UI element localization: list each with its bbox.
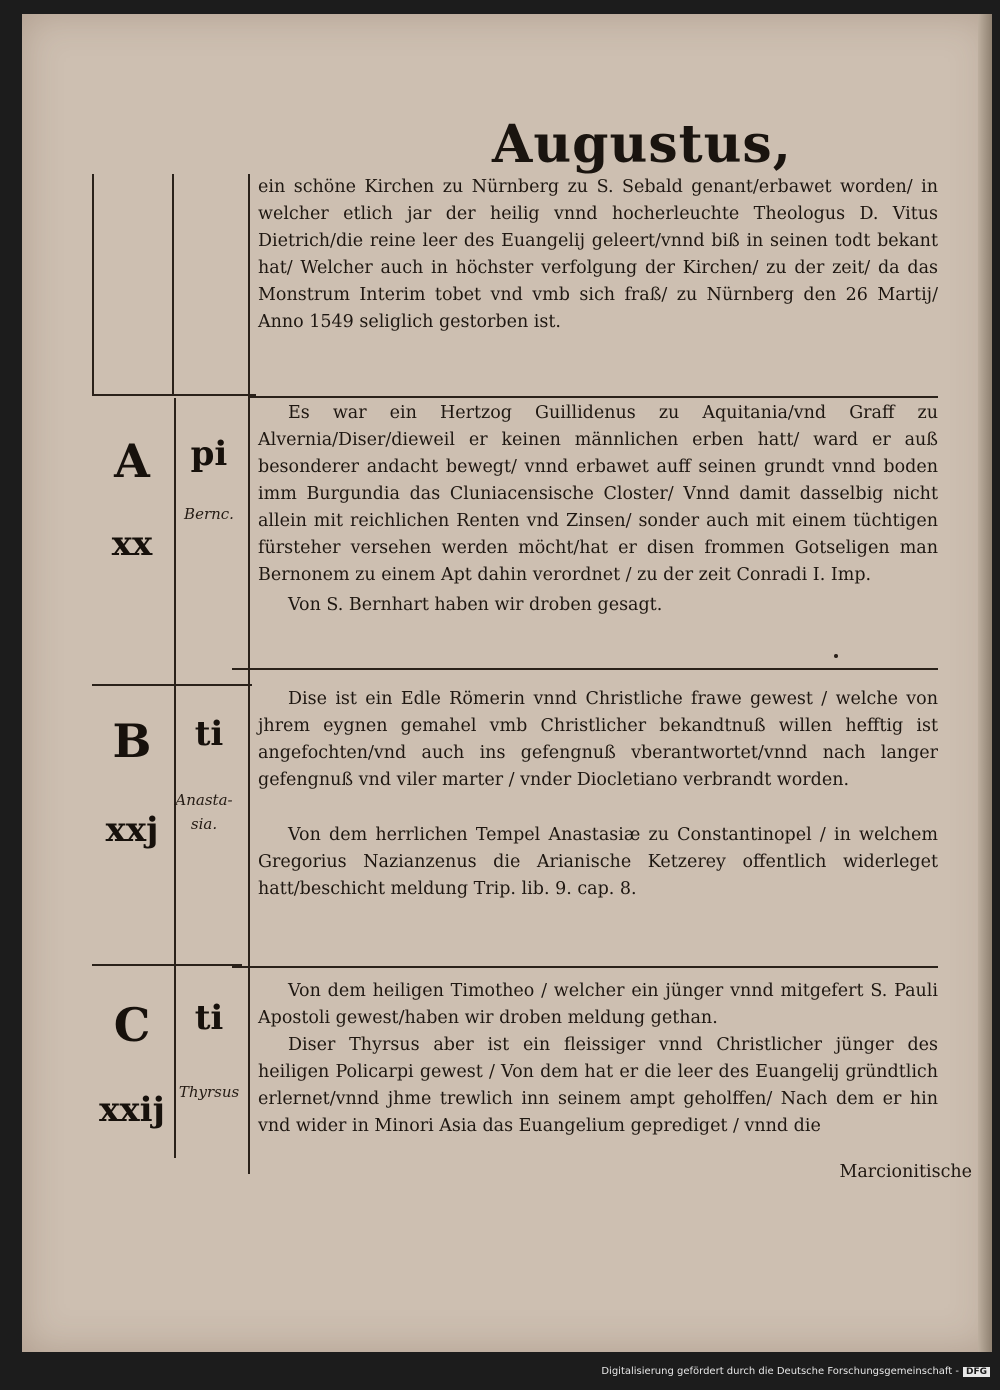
column-rule-inner	[248, 174, 250, 1174]
book-page	[22, 14, 992, 1352]
section-rule	[232, 668, 938, 670]
paragraph: Es war ein Hertzog Guillidenus zu Aquitania/vnd Graff zu Alvernia/Diser/dieweil er keinen männlichen erben hatt/ ward er auß besonderer andacht bewegt/ vnnd erbawet auff seinen grundt vnnd boden imm Burgundia das Cluniacensische Closter/ Vnnd damit dasselbig nicht allein mit reichlichen Renten vnd Zinsen/ sonder auch mit einem tüchtigen fürsteher versehen werden möcht/hat er disen frommen Gotseligen man Bernonem zu einem Apt dahin verordnet / zu der zeit Conradi I. Imp.	[258, 403, 938, 585]
page-title: Augustus,	[492, 114, 792, 175]
saint-name: Anasta-sia.	[175, 791, 233, 833]
dominical-letter: B	[112, 714, 152, 768]
paragraph: Dise ist ein Edle Römerin vnnd Christliche frawe gewest / welche von jhrem eygnen gemahel vmb Christlicher bekandtnuß willen hefftig ist angefochten/vnd auch ins gefengnuß vberantwortet/vnnd nach langer gefengnuß vnd viler marter / vnder Diocletiano verbrandt worden.	[258, 689, 938, 790]
column-rule-middle-top	[172, 174, 174, 396]
credit-text: Digitalisierung gefördert durch die Deutsche Forschungsgemeinschaft -	[601, 1366, 959, 1377]
day-numeral: xx	[111, 524, 153, 564]
calendar-day-mark: ti	[194, 998, 224, 1038]
paragraph: ein schöne Kirchen zu Nürnberg zu S. Sebald genant/erbawet worden/ in welcher etlich jar der heilig vnnd hocherleuchte Theologus D. Vitus Dietrich/die reine leer des Euangelij geleert/vnnd biß in seinen todt bekant hat/ Welcher auch in höchster verfolgung der Kirchen/ zu der zeit/ da das Monstrum Interim tobet vnd vmb sich fraß/ zu Nürnberg den 26 Martij/ Anno 1549 seliglich gestorben ist.	[258, 177, 938, 332]
column-rule-outer-top	[92, 174, 94, 396]
saint-name: Thyrsus	[178, 1083, 240, 1101]
section-rule	[232, 966, 938, 968]
ink-speck	[834, 654, 838, 658]
dfg-logo: DFG	[963, 1367, 990, 1377]
page-edge	[978, 14, 992, 1352]
section-rule	[248, 396, 938, 398]
paragraph: Von S. Bernhart haben wir droben gesagt.	[288, 595, 663, 615]
dominical-letter: C	[113, 998, 151, 1052]
paragraph: Diser Thyrsus aber ist ein fleissiger vnnd Christlicher jünger des heiligen Policarpi gewest / Von dem hat er die leer des Euangelij gründtlich erlernet/vnnd jhme trewlich inn seinem ampt geholffen/ Nach dem er hin vnd wider in Minori Asia das Euangelium geprediget / vnnd die	[258, 1035, 938, 1136]
digitization-credit	[0, 1366, 990, 1377]
calendar-day-mark: pi	[190, 434, 228, 474]
paragraph: Von dem herrlichen Tempel Anastasiæ zu Constantinopel / in welchem Gregorius Nazianzenus die Arianische Ketzerey offentlich widerleget hatt/beschicht meldung Trip. lib. 9. cap. 8.	[258, 825, 938, 899]
section-rule	[92, 684, 252, 686]
day-numeral: xxij	[99, 1090, 165, 1130]
dominical-letter: A	[114, 434, 150, 488]
saint-name: Bernc.	[184, 505, 234, 523]
catchword: Marcionitische	[839, 1162, 972, 1182]
day-numeral: xxj	[105, 810, 159, 850]
section-rule	[92, 394, 256, 396]
section-rule	[92, 964, 242, 966]
calendar-day-mark: ti	[194, 714, 224, 754]
paragraph: Von dem heiligen Timotheo / welcher ein jünger vnnd mitgefert S. Pauli Apostoli gewest/haben wir droben meldung gethan.	[258, 981, 938, 1028]
